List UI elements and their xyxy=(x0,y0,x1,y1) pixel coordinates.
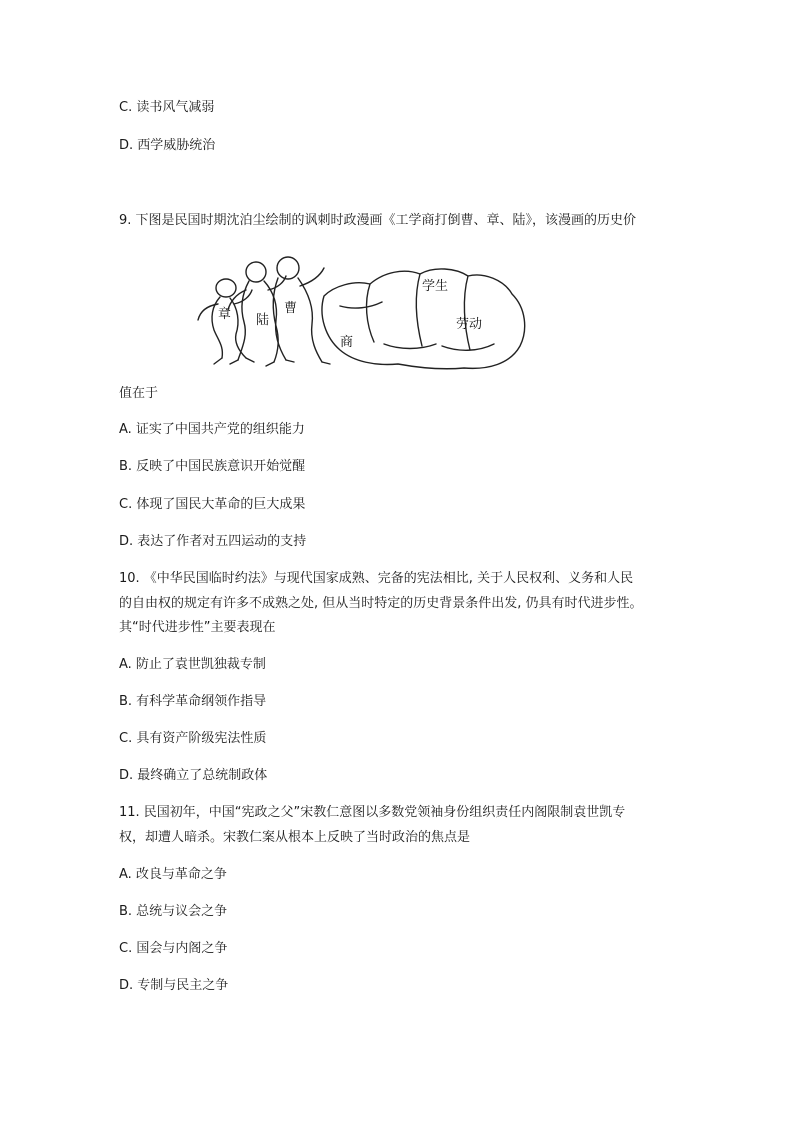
q9-cartoon-image xyxy=(194,246,530,378)
q9-option-b: B. 反映了中国民族意识开始觉醒 xyxy=(119,459,306,474)
q10-stem-line-3: 其“时代进步性”主要表现在 xyxy=(119,620,276,635)
q10-option-a: A. 防止了袁世凯独裁专制 xyxy=(119,657,266,672)
cartoon-label-zhang: 章 xyxy=(218,307,232,322)
q9-stem-continued: 值在于 xyxy=(119,386,159,401)
prev-option-c: C. 读书风气减弱 xyxy=(119,100,215,115)
q10-stem-line-2: 的自由权的规定有许多不成熟之处, 但从当时特定的历史背景条件出发, 仍具有时代进步性。 xyxy=(119,596,643,611)
q10-option-b: B. 有科学革命纲领作指导 xyxy=(119,694,267,709)
q10-option-c: C. 具有资产阶级宪法性质 xyxy=(119,731,267,746)
q10-stem-line-1: 10. 《中华民国临时约法》与现代国家成熟、完备的宪法相比, 关于人民权利、义务和人民 xyxy=(119,571,634,586)
cartoon-label-laodong-1: 劳动 xyxy=(456,317,483,332)
q9-option-a: A. 证实了中国共产党的组织能力 xyxy=(119,422,305,437)
cartoon-label-xuesheng: 学生 xyxy=(422,279,449,294)
q11-option-c: C. 国会与内阁之争 xyxy=(119,941,228,956)
q10-option-d: D. 最终确立了总统制政体 xyxy=(119,768,268,783)
cartoon-label-shang: 商 xyxy=(340,335,354,350)
q11-option-a: A. 改良与革命之争 xyxy=(119,867,227,882)
q11-stem-line-1: 11. 民国初年，中国“宪政之父”宋教仁意图以多数党领袖身份组织责任内阁限制袁世凯专 xyxy=(119,805,626,820)
cartoon-label-cao: 曹 xyxy=(284,301,298,316)
q9-option-c: C. 体现了国民大革命的巨大成果 xyxy=(119,497,306,512)
prev-option-d: D. 西学威胁统治 xyxy=(119,138,216,153)
q11-stem-line-2: 权，却遭人暗杀。宋教仁案从根本上反映了当时政治的焦点是 xyxy=(119,830,471,845)
q9-stem: 9. 下图是民国时期沈泊尘绘制的讽刺时政漫画《工学商打倒曹、章、陆》，该漫画的历史价 xyxy=(119,213,637,228)
cartoon-figure-cao xyxy=(266,257,330,366)
cartoon-label-lu: 陆 xyxy=(256,313,270,328)
q9-option-d: D. 表达了作者对五四运动的支持 xyxy=(119,534,307,549)
q11-option-b: B. 总统与议会之争 xyxy=(119,904,228,919)
q11-option-d: D. 专制与民主之争 xyxy=(119,978,229,993)
